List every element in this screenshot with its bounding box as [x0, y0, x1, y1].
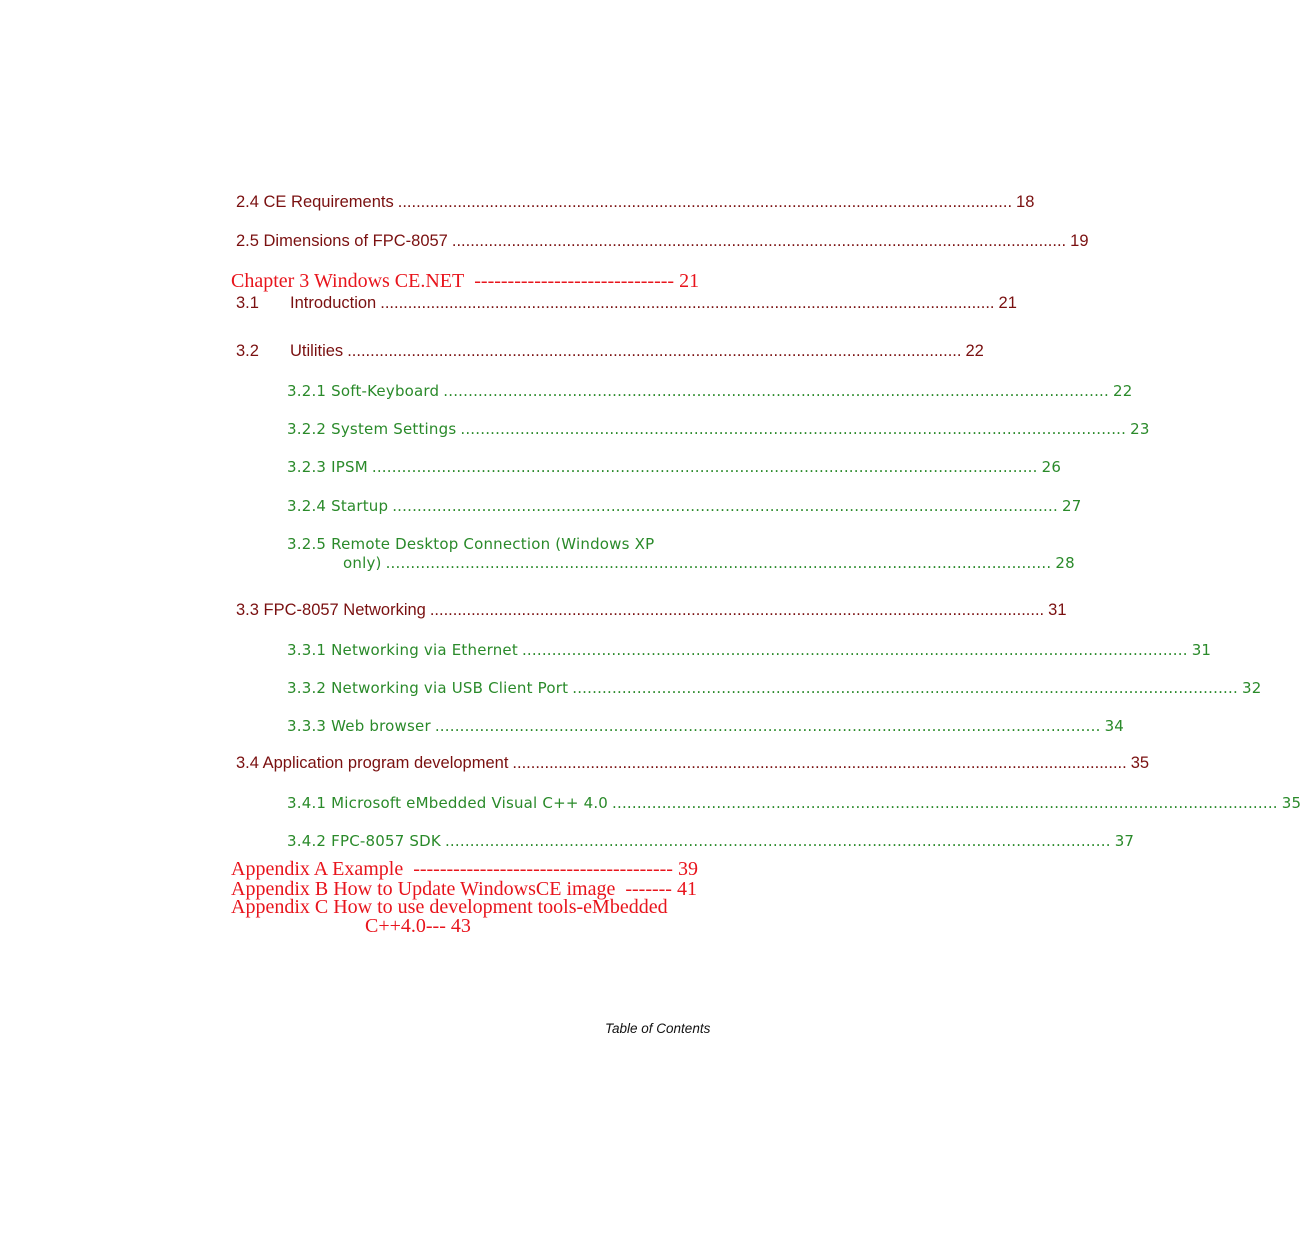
- toc-entry-3-3-1[interactable]: [287, 641, 1212, 659]
- toc-appendix-c-cont[interactable]: [365, 915, 471, 938]
- toc-page: 23: [1130, 420, 1150, 438]
- toc-entry-3-2-5-cont[interactable]: [343, 554, 1075, 572]
- toc-title: 3.2.4 Startup: [287, 497, 389, 515]
- toc-entry-3-2[interactable]: [236, 342, 984, 361]
- toc-title: Appendix C How to use development tools-eMbedded: [231, 896, 668, 918]
- toc-title: 3.4.2 FPC-8057 SDK: [287, 832, 441, 850]
- toc-leader: ......................................................................................................................................: [380, 294, 995, 312]
- toc-page: 32: [1241, 679, 1262, 697]
- toc-title: 3.4.1 Microsoft eMbedded Visual C++ 4.0: [287, 794, 609, 812]
- toc-leader: ......................................................................................................................................: [347, 342, 962, 360]
- toc-leader: ......................................................................................................................................: [429, 601, 1045, 619]
- toc-title: Appendix B How to Update WindowsCE image: [231, 878, 616, 900]
- toc-title: 3.2.5 Remote Desktop Connection (Windows XP: [287, 535, 655, 553]
- toc-page: 26: [1041, 458, 1062, 476]
- toc-leader: -------: [625, 878, 672, 900]
- toc-entry-3-4-1[interactable]: [287, 794, 1301, 812]
- toc-leader: ......................................................................................................................................: [392, 497, 1058, 515]
- toc-title: 3.3.2 Networking via USB Client Port: [287, 679, 569, 697]
- toc-title: 3.4 Application program development: [236, 754, 509, 772]
- toc-title-cont: C++4.0--- 43: [365, 915, 471, 937]
- toc-leader: ......................................................................................................................................: [444, 832, 1111, 850]
- toc-title: 2.4 CE Requirements: [236, 193, 394, 211]
- toc-entry-3-2-3[interactable]: [287, 458, 1062, 476]
- toc-page: 37: [1114, 832, 1135, 850]
- toc-leader: ......................................................................................................................................: [460, 420, 1127, 438]
- toc-title: 3.3 FPC-8057 Networking: [236, 601, 426, 619]
- toc-page: 19: [1070, 232, 1089, 250]
- toc-title: 3.3.1 Networking via Ethernet: [287, 641, 518, 659]
- toc-number: 3.2: [236, 342, 259, 360]
- toc-leader: ------------------------------: [474, 270, 675, 292]
- toc-entry-3-2-1[interactable]: [287, 382, 1133, 400]
- toc-title: Appendix A Example: [231, 858, 404, 880]
- toc-title: 3.2.2 System Settings: [287, 420, 457, 438]
- toc-title: Introduction: [290, 294, 377, 312]
- toc-page: 41: [676, 878, 697, 900]
- toc-title: Utilities: [290, 342, 344, 360]
- toc-title: 3.3.3 Web browser: [287, 717, 431, 735]
- toc-page: 39: [677, 858, 698, 880]
- toc-entry-3-3-2[interactable]: [287, 679, 1262, 697]
- toc-title: 3.2.3 IPSM: [287, 458, 368, 476]
- toc-entry-3-4-2[interactable]: [287, 832, 1135, 850]
- toc-chapter-3[interactable]: [231, 270, 699, 293]
- toc-title: Chapter 3 Windows CE.NET: [231, 270, 465, 292]
- toc-entry-2-4[interactable]: [236, 193, 1035, 212]
- toc-entry-3-4[interactable]: [236, 754, 1150, 773]
- toc-page: 22: [1113, 382, 1133, 400]
- toc-leader: ......................................................................................................................................: [451, 232, 1067, 250]
- toc-page: 31: [1048, 601, 1067, 619]
- toc-leader: ......................................................................................................................................: [385, 554, 1052, 572]
- page-footer: Table of Contents: [605, 1021, 711, 1036]
- toc-title: 2.5 Dimensions of FPC-8057: [236, 232, 448, 250]
- toc-leader: ---------------------------------------: [413, 858, 673, 880]
- toc-leader: ......................................................................................................................................: [512, 754, 1127, 772]
- toc-page: 21: [679, 270, 700, 292]
- toc-entry-3-2-2[interactable]: [287, 420, 1150, 438]
- toc-page: 34: [1104, 717, 1125, 735]
- toc-entry-3-3-3[interactable]: [287, 717, 1125, 735]
- toc-title: 3.2.1 Soft-Keyboard: [287, 382, 440, 400]
- toc-page: 21: [998, 294, 1017, 312]
- toc-page: 18: [1016, 193, 1035, 211]
- toc-page: 27: [1061, 497, 1082, 515]
- toc-leader: ......................................................................................................................................: [371, 458, 1038, 476]
- toc-page: 35: [1281, 794, 1301, 812]
- toc-title-cont: only): [343, 554, 382, 572]
- toc-page: 35: [1130, 754, 1150, 772]
- toc-entry-3-3[interactable]: [236, 601, 1067, 620]
- toc-number: 3.1: [236, 294, 259, 312]
- toc-leader: ......................................................................................................................................: [612, 794, 1278, 812]
- toc-page: 31: [1191, 641, 1212, 659]
- toc-page: 28: [1055, 554, 1075, 572]
- toc-leader: ......................................................................................................................................: [521, 641, 1188, 659]
- toc-leader: ......................................................................................................................................: [397, 193, 1013, 211]
- toc-entry-3-2-4[interactable]: [287, 497, 1082, 515]
- toc-leader: ......................................................................................................................................: [434, 717, 1101, 735]
- toc-page: 22: [965, 342, 984, 360]
- toc-entry-3-2-5[interactable]: [287, 535, 654, 553]
- toc-entry-2-5[interactable]: [236, 232, 1089, 251]
- toc-leader: ......................................................................................................................................: [443, 382, 1109, 400]
- toc-leader: ......................................................................................................................................: [572, 679, 1238, 697]
- toc-entry-3-1[interactable]: [236, 294, 1017, 313]
